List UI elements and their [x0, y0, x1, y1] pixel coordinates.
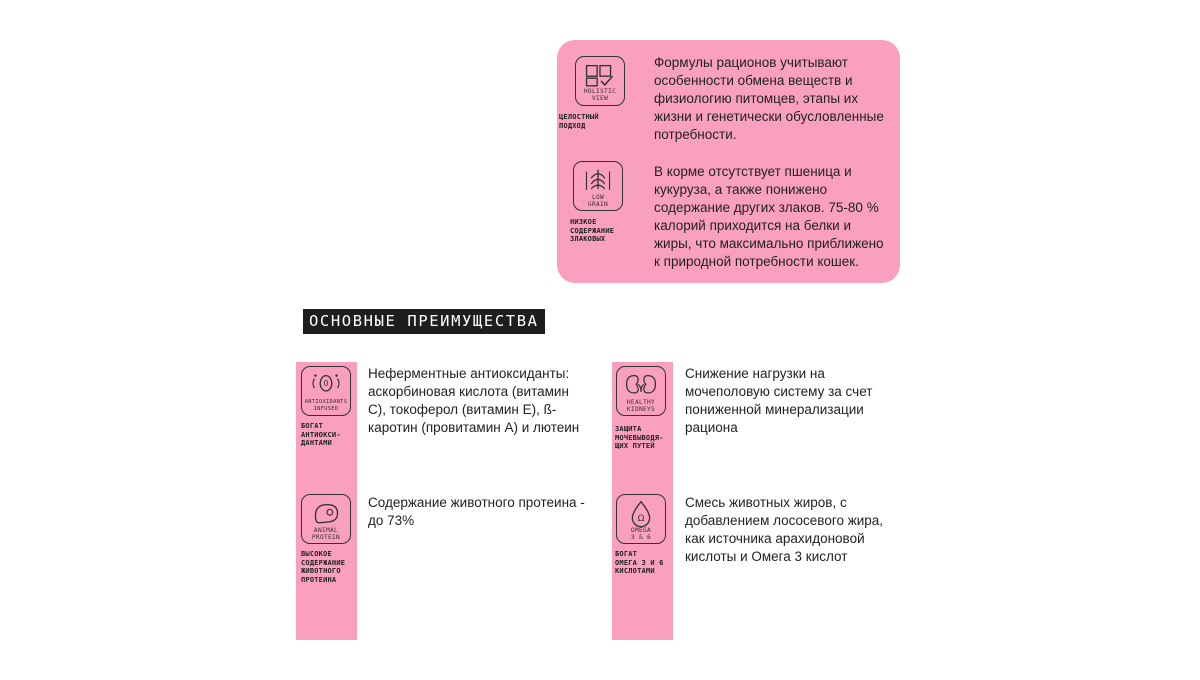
- icon-code-antioxidants: ANTIOXIDANTS INFUSED: [304, 399, 348, 412]
- caption-animal-protein: ВЫСОКОЕ СОДЕРЖАНИЕ ЖИВОТНОГО ПРОТЕИНА: [301, 550, 346, 584]
- caption-holistic: ЦЕЛОСТНЫЙ ПОДХОД: [559, 113, 599, 130]
- icon-code-holistic: HOLISTIC VIEW: [583, 88, 617, 102]
- text-kidneys: Снижение нагрузки на мочеполовую систему за счет пониженной минерализации рациона: [685, 366, 873, 435]
- caption-omega: БОГАТ ОМЕГА 3 И 6 КИСЛОТАМИ: [615, 550, 664, 575]
- svg-text:Ω: Ω: [637, 513, 645, 524]
- icon-code-animal-protein: ANIMAL PROTEIN: [311, 527, 341, 541]
- omega-drop-icon: [616, 494, 666, 544]
- icon-code-low-grain: LOW GRAIN: [587, 194, 609, 208]
- icon-code-omega: OMEGA 3 & 6: [630, 527, 652, 541]
- section-title: ОСНОВНЫЕ ПРЕИМУЩЕСТВА: [303, 309, 545, 334]
- puzzle-check-icon: [575, 56, 625, 106]
- text-low-grain: В корме отсутствует пшеница и кукуруза, а также понижено содержание других злаков. 75-80 % калорий приходится на белки и жиры, что максимально приближено к природной потребности кошек.: [654, 164, 884, 269]
- svg-text:O: O: [323, 379, 329, 389]
- kidneys-icon: [616, 366, 666, 416]
- caption-low-grain: НИЗКОЕ СОДЕРЖАНИЕ ЗЛАКОВЫХ: [570, 218, 615, 243]
- text-omega: Смесь животных жиров, с добавлением лососевого жира, как источника арахидоновой кислоты и Омега 3 кислот: [685, 495, 884, 564]
- wheat-icon: [573, 161, 623, 211]
- meat-steak-icon: [301, 494, 351, 544]
- antioxidant-icon: [301, 366, 351, 416]
- top-info-card: [557, 40, 900, 283]
- text-animal-protein: Содержание животного протеина - до 73%: [368, 495, 585, 528]
- caption-kidneys: ЗАЩИТА МОЧЕВЫВОДЯ- ЩИХ ПУТЕЙ: [615, 425, 664, 450]
- caption-antioxidants: БОГАТ АНТИОКСИ- ДАНТАМИ: [301, 422, 341, 447]
- text-holistic: Формулы рационов учитывают особенности обмена веществ и физиологию питомцев, этапы их жизни и генетически обусловленные потребности.: [654, 55, 884, 142]
- icon-code-kidneys: HEALTHY KIDNEYS: [626, 399, 656, 413]
- text-antioxidants: Неферментные антиоксиданты: аскорбиновая кислота (витамин С), токоферол (витамин Е), ß-каротин (провитамин А) и лютеин: [368, 366, 580, 435]
